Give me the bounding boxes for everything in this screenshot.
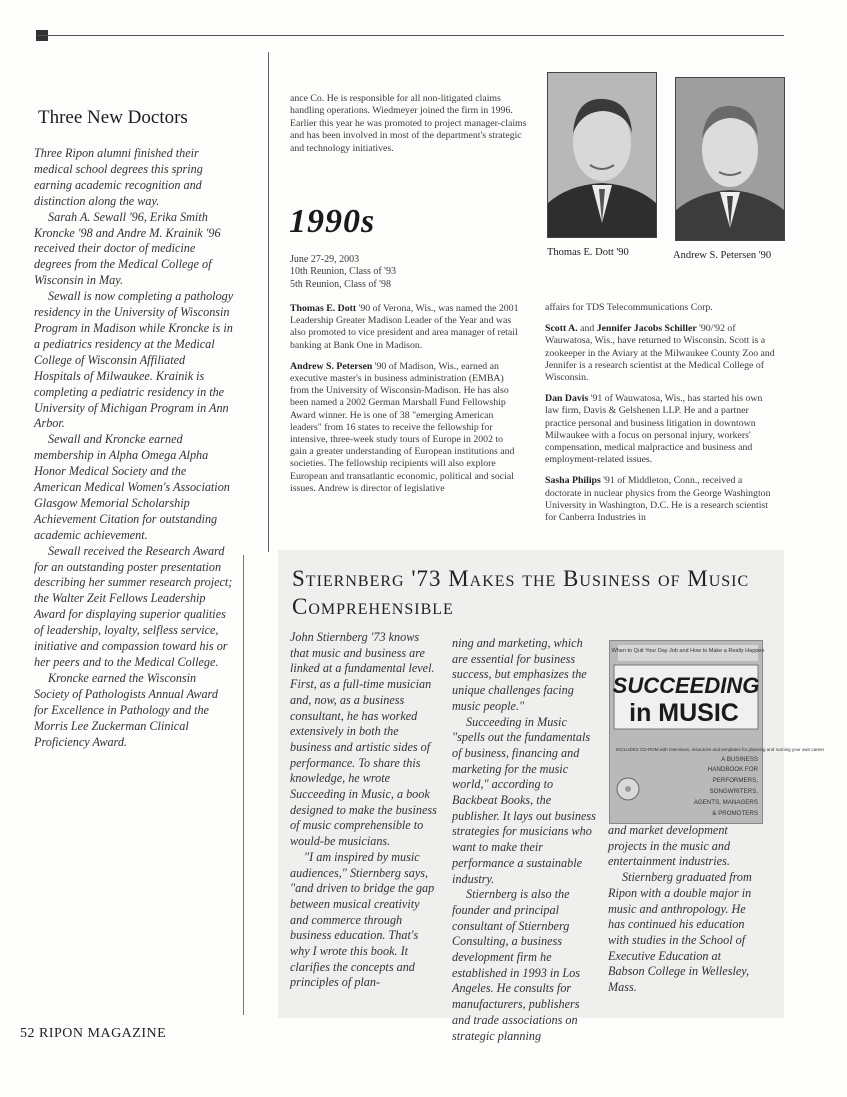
class-note-text: '90 of Verona, Wis., was named the 2001 Leadership Greater Madison Leader of the Year and was also promoted to vice president and area manager of retail banking at Bank One in Madison. (290, 303, 519, 351)
portrait-illustration (676, 78, 784, 240)
photo-caption: Andrew S. Petersen '90 (673, 250, 772, 261)
book-subtitle-line: AGENTS, MANAGERS (693, 799, 758, 806)
three-new-doctors-heading: Three New Doctors (38, 107, 188, 128)
article-paragraph: Three Ripon alumni finished their medical school degrees this spring earning academic recognition and distinction along the way. (34, 146, 203, 208)
feature-paragraph: and market development projects in the music and entertainment industries. (608, 823, 731, 869)
book-cover-image (609, 640, 825, 824)
book-subtitle-line: A BUSINESS (721, 756, 758, 763)
decade-heading: 1990s (289, 203, 376, 240)
class-notes-right (545, 302, 775, 533)
portrait-photo-dott (547, 72, 657, 238)
article-paragraph: Sarah A. Sewall '96, Erika Smith Kroncke '98 and Andre M. Krainik '96 received their doctor of medicine degrees from the Medical College of Wisconsin in May. (34, 209, 221, 288)
article-paragraph: Kroncke earned the Wisconsin Society of Pathologists Annual Award for Excellence in Pathology and the Morris Lee Zuckerman Clinical Proficiency Award. (34, 670, 218, 749)
feature-paragraph: John Stiernberg '73 knows that music and business are linked at a fundamental level. First, as a full-time musician and, now, as a business consultant, he has worked extensively in both the business and artistic sides of performance. To share this knowledge, he wrote Succeeding in Music, a book designed to make the business of music comprehensible to would-be musicians. (290, 630, 437, 849)
class-note (290, 361, 522, 495)
article-paragraph: Sewall and Kroncke earned membership in Alpha Omega Alpha Honor Medical Society and the American Medical Women's Association Glasgow Memorial Scholarship Achievement Citation for outstanding academic achievement. (34, 432, 230, 542)
class-notes-middle (290, 303, 522, 504)
alumnus-name: Scott A. (545, 323, 578, 335)
feature-column-2 (452, 636, 600, 1044)
feature-column-1 (290, 630, 438, 991)
class-note (545, 393, 775, 466)
class-note-text: '90/'92 of Wauwatosa, Wis., have returned to Wisconsin. Scott is a zookeeper in the Aviary at the Milwaukee County Zoo and Jennifer is a research scientist at the Medical College of Wisconsin. (545, 323, 775, 384)
page-folio: 52 RIPON MAGAZINE (20, 1026, 167, 1041)
column-divider (268, 52, 269, 552)
header-rule (38, 35, 784, 36)
book-title-line-2: in MUSIC (629, 699, 739, 727)
class-note-text: '90 of Madison, Wis., earned an executive master's in business administration (EMBA) from the University of Wisconsin-Madison. He has also been named a 2002 German Marshall Fund Fellowship Award winner. He is one of 38 "emerging American leaders" from 16 states to receive the fellowship for intensive, three-week study tours of Europe in 2002 to gain a greater understanding of European institutions and societies. The fellowship recipients will also explore European and transatlantic economic, political and social issues. Andrew is director of legislative (290, 360, 515, 494)
book-subtitle-line: HANDBOOK FOR (707, 766, 758, 773)
book-title-line-1: SUCCEEDING (612, 673, 760, 698)
class-note (545, 475, 775, 524)
column-divider-lower (243, 555, 244, 1015)
alumnus-name: Sasha Philips (545, 475, 601, 487)
feature-paragraph: "I am inspired by music audiences," Stiernberg says, "and driven to bridge the gap between musical creativity and commerce through business education. That's why I wrote this book. It clarifies the concepts and principles of plan- (290, 849, 435, 990)
feature-paragraph: Stiernberg graduated from Ripon with a double major in music and anthropology. He has continued his education with studies in the School of Executive Education at Babson College in Wellesley, Mass. (608, 870, 752, 995)
alumnus-name: Jennifer Jacobs Schiller (596, 323, 697, 335)
photo-caption: Thomas E. Dott '90 (547, 247, 629, 258)
class-note-text: '91 of Middleton, Conn., received a doctorate in nuclear physics from the George Washington University in Washington, D.C. He is a research scientist for Canberra Industries in (545, 475, 771, 524)
feature-paragraph: ning and marketing, which are essential for business success, but emphasizes the unique challenges facing music people." (452, 636, 587, 713)
reunion-info (290, 254, 520, 291)
article-paragraph: Sewall is now completing a pathology residency in the University of Wisconsin Program in Madison while Kroncke is in a pediatrics residency at the Medical College of Wisconsin Affiliated Hospitals of Milwaukee. Krainik is completing a pediatric residency in the University of Michigan Program in Ann Arbor. (34, 289, 234, 431)
feature-paragraph: Succeeding in Music "spells out the fundamentals of business, financing and marketing for the music world," according to Backbeat Books, the publisher. It lays out business strategies for musicians who want to make their performance a sustainable industry. (452, 714, 596, 886)
class-note (545, 323, 775, 384)
feature-column-3 (608, 823, 756, 996)
class-note-continuation: affairs for TDS Telecommunications Corp. (545, 302, 713, 313)
portrait-photo-petersen (675, 77, 785, 241)
alumnus-name: Andrew S. Petersen (290, 360, 373, 372)
class-note (290, 303, 522, 352)
reunion-line: 10th Reunion, Class of '93 (290, 266, 396, 278)
portrait-illustration (548, 73, 656, 237)
feature-paragraph: Stiernberg is also the founder and principal consultant of Stiernberg Consulting, a business development firm he established in 1993 in Los Angeles. He consults for manufacturers, publishers and trade associations on strategic planning (452, 887, 580, 1043)
reunion-line: 5th Reunion, Class of '98 (290, 278, 391, 290)
article-paragraph: Sewall received the Research Award for an outstanding poster presentation describing her summer research project; the Walter Zeit Fellows Leadership Award for displaying superior qualities of leadership, loyalty, selfless service, initiative and compassion toward his or her peers and to the Medical College. (34, 543, 233, 669)
book-cd-note: INCLUDES CD-ROM with interviews, resources and templates for planning and running your own career (616, 747, 825, 752)
alumnus-name: Thomas E. Dott (290, 303, 357, 314)
book-subtitle-line: SONGWRITERS, (709, 788, 758, 795)
book-cover-illustration (610, 641, 825, 823)
class-note-text: and (577, 323, 597, 335)
book-subtitle-line: PERFORMERS, (712, 777, 758, 784)
alumnus-name: Dan Davis (545, 393, 589, 405)
three-new-doctors-article (34, 146, 234, 750)
book-tagline: When to Quit Your Day Job and How to Make a Really Happen (611, 648, 765, 654)
class-note-text: '91 of Wauwatosa, Wis., has started his own law firm, Davis & Gelshenen LLP. He and a partner practice personal and business litigation in downtown Milwaukee with a focus on personal injury, workers' compensation, medical malpractice and business and employment-related issues. (545, 393, 763, 466)
reunion-line: June 27-29, 2003 (290, 254, 360, 265)
continued-class-note: ance Co. He is responsible for all non-litigated claims handling operations. Wiedmeyer joined the firm in 1996. Earlier this year he was promoted to project manager-claims and has been involved in most of the department's strategic and technology initiatives. (290, 93, 527, 154)
feature-title: Stiernberg '73 Makes the Business of Music Comprehensible (292, 566, 750, 619)
book-subtitle-line: & PROMOTERS (712, 810, 758, 817)
